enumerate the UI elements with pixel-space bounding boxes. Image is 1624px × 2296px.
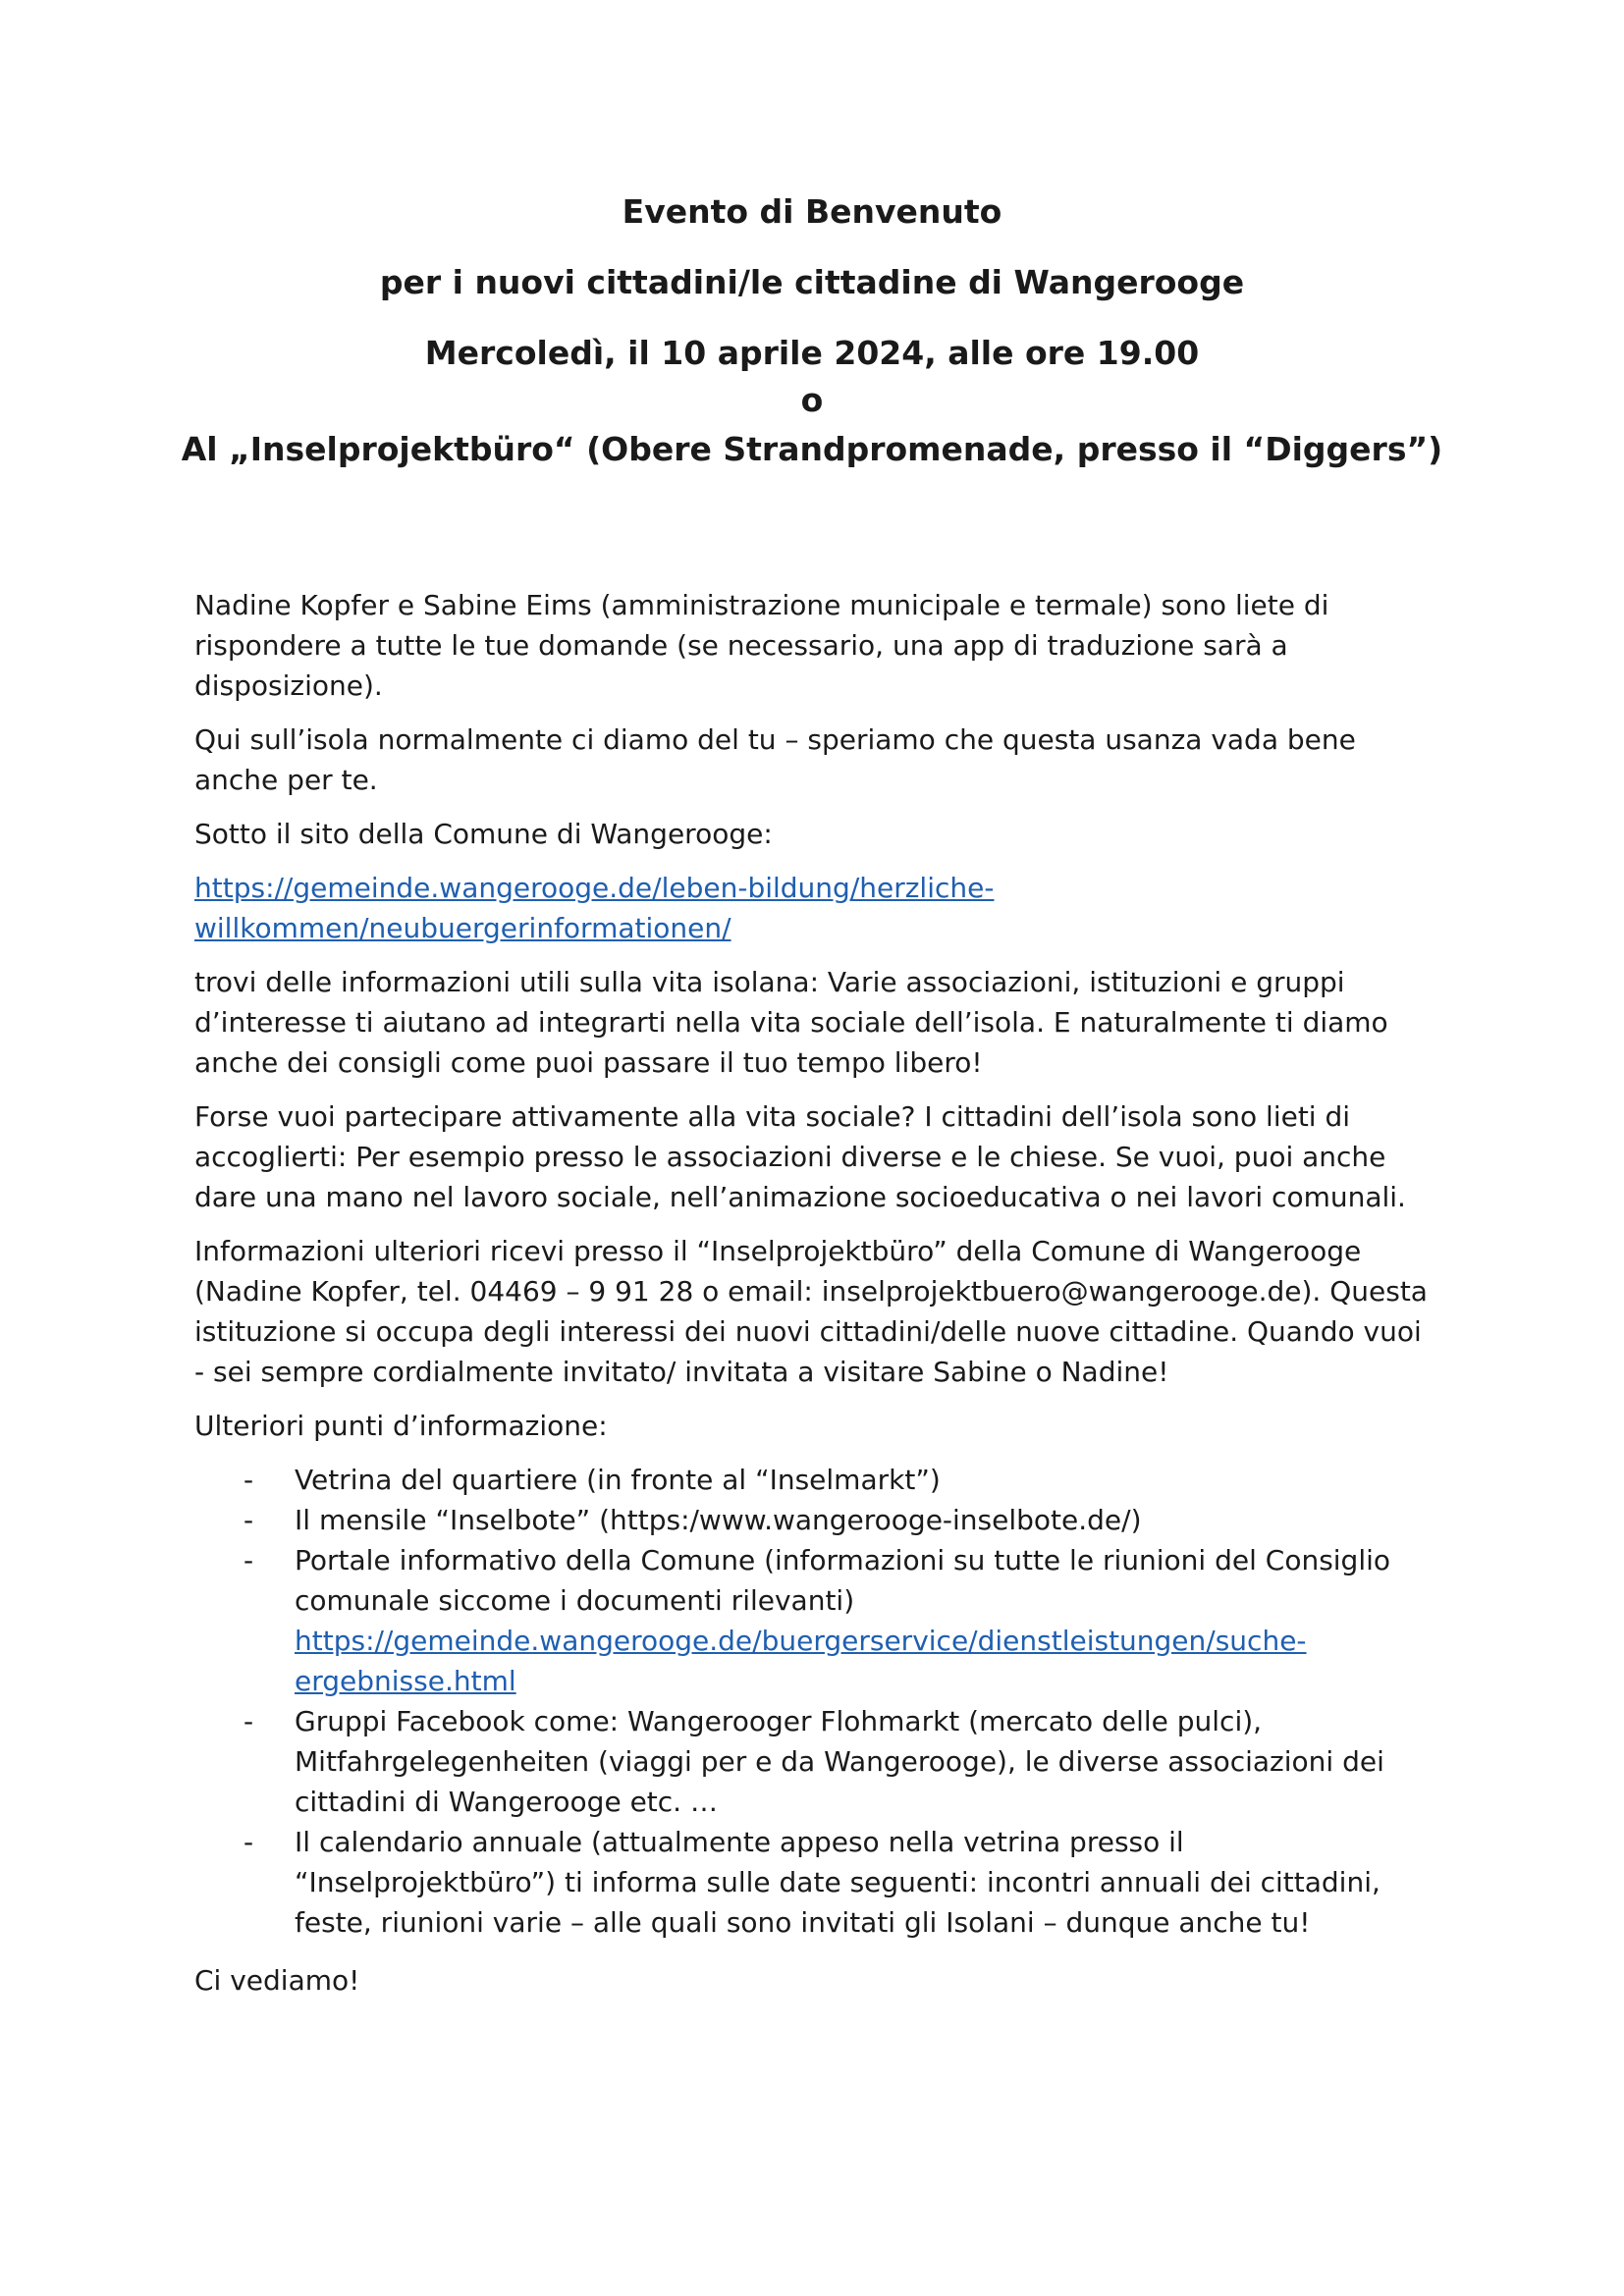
- list-dash: -: [244, 1544, 254, 1576]
- list-item-text: Gruppi Facebook come: Wangerooger Flohmarkt (mercato delle pulci), Mitfahrgelegenheiten (viaggi per e da Wangerooge), le diverse associazioni dei cittadini di Wangerooge etc. …: [295, 1705, 1384, 1818]
- council-portal-link[interactable]: https://gemeinde.wangerooge.de/buergerservice/dienstleistungen/suche-ergebnisse.html: [295, 1625, 1307, 1697]
- list-item-text: Portale informativo della Comune (informazioni su tutte le riunioni del Consiglio comunale siccome i documenti rilevanti): [295, 1544, 1391, 1617]
- document-body: [194, 585, 1434, 2014]
- event-subtitle: per i nuovi cittadini/le cittadine di Wangerooge: [379, 263, 1245, 301]
- list-item-text: Il calendario annuale (attualmente appeso nella vetrina presso il “Inselprojektbüro”) ti informa sulle date seguenti: incontri annuali dei cittadini, feste, riunioni varie – alle quali sono invitati gli Isolani – dunque anche tu!: [295, 1826, 1380, 1939]
- list-dash: -: [244, 1504, 254, 1536]
- list-item-text: Vetrina del quartiere (in fronte al “Inselmarkt”): [295, 1464, 941, 1496]
- list-dash: -: [244, 1826, 254, 1858]
- paragraph-website-intro: Sotto il sito della Comune di Wangerooge:: [194, 818, 773, 850]
- paragraph-participation: Forse vuoi partecipare attivamente alla vita sociale? I cittadini dell’isola sono lieti di accoglierti: Per esempio presso le associazioni diverse e le chiese. Se vuoi, puoi anche dare una mano nel lavoro sociale, nell’animazione socioeducativa o nei lavori comunali.: [194, 1100, 1406, 1213]
- list-item-text: Il mensile “Inselbote” (https:/www.wangerooge-inselbote.de/): [295, 1504, 1142, 1536]
- event-datetime: Mercoledì, il 10 aprile 2024, alle ore 19.00: [424, 334, 1200, 372]
- paragraph-contact: Informazioni ulteriori ricevi presso il “Inselprojektbüro” della Comune di Wangerooge (Nadine Kopfer, tel. 04469 – 9 91 28 o email: inselprojektbuero@wangerooge.de). Questa istituzione si occupa degli interessi dei nuovi cittadini/delle nuove cittadine. Quando vuoi - sei sempre cordialmente invitato/ invitata a visitare Sabine o Nadine!: [194, 1235, 1428, 1388]
- closing-line: Ci vediamo!: [194, 1964, 360, 1997]
- list-item: [194, 1540, 1434, 1701]
- paragraph-island-life: trovi delle informazioni utili sulla vita isolana: Varie associazioni, istituzioni e gruppi d’interesse ti aiutano ad integrarti nella vita sociale dell’isola. E naturalmente ti diamo anche dei consigli come puoi passare il tuo tempo libero!: [194, 966, 1388, 1079]
- paragraph-website-link: [194, 868, 1434, 948]
- list-dash: -: [244, 1464, 254, 1496]
- list-dash: -: [244, 1705, 254, 1737]
- list-item: [194, 1822, 1434, 1943]
- event-location: Al „Inselprojektbüro“ (Obere Strandpromenade, presso il “Diggers”): [181, 430, 1443, 468]
- list-item: [194, 1460, 1434, 1500]
- paragraph-intro: Nadine Kopfer e Sabine Eims (amministrazione municipale e termale) sono liete di rispondere a tutte le tue domande (se necessario, una app di traduzione sarà a disposizione).: [194, 589, 1329, 702]
- paragraph-informal: Qui sull’isola normalmente ci diamo del tu – speriamo che questa usanza vada bene anche per te.: [194, 723, 1356, 796]
- list-item: [194, 1500, 1434, 1540]
- info-points-list: [194, 1460, 1434, 1943]
- list-item: [194, 1701, 1434, 1822]
- newcomer-info-link[interactable]: https://gemeinde.wangerooge.de/leben-bildung/herzliche-willkommen/neubuergerinformationen/: [194, 872, 995, 944]
- event-separator: o: [800, 381, 824, 419]
- paragraph-more-info: Ulteriori punti d’informazione:: [194, 1410, 608, 1442]
- event-title: Evento di Benvenuto: [622, 192, 1002, 231]
- document-header: [0, 192, 1624, 469]
